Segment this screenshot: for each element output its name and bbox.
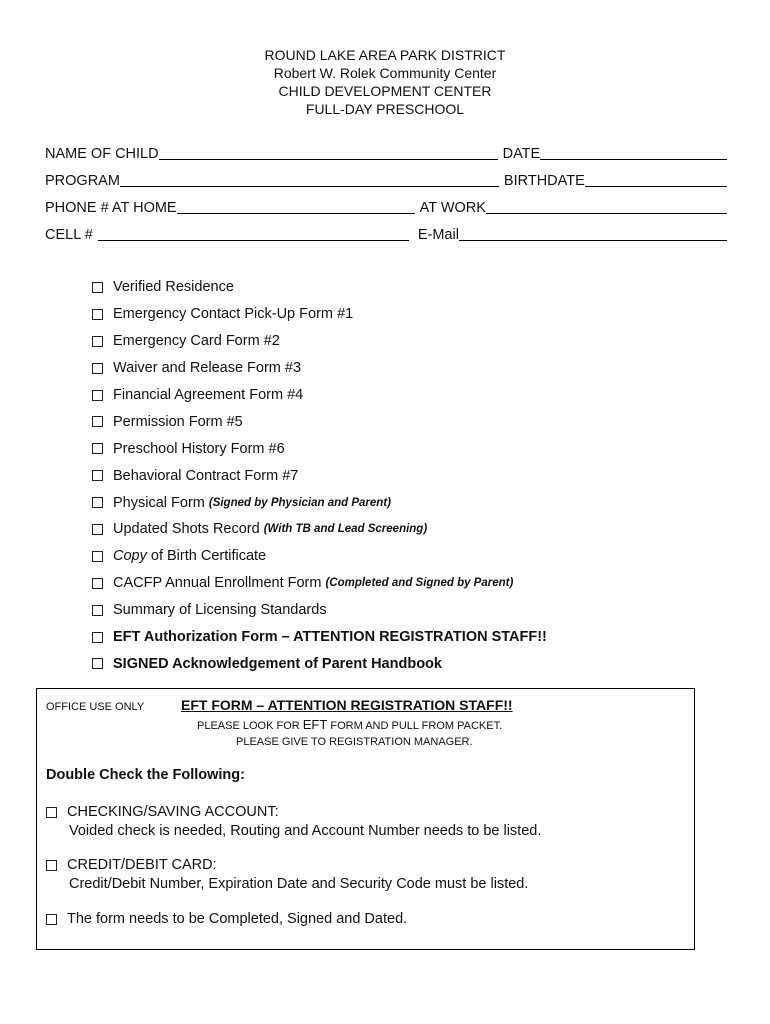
checklist-item [92, 624, 547, 651]
checkbox[interactable] [92, 524, 103, 535]
field-row-cell-email [45, 223, 727, 243]
checklist-item-note: (Completed and Signed by Parent) [325, 577, 514, 590]
please-look-note [197, 717, 502, 732]
district-name: ROUND LAKE AREA PARK DISTRICT [264, 47, 506, 63]
checkbox[interactable] [92, 497, 103, 508]
checkbox[interactable] [92, 336, 103, 347]
form-needs-option [46, 910, 407, 929]
birthdate-label: BIRTHDATE [503, 173, 585, 189]
checkbox[interactable] [46, 914, 57, 925]
form-needs-text: The form needs to be Completed, Signed and Dated. [67, 911, 408, 927]
phone-home-field[interactable] [177, 199, 415, 214]
program-title: FULL-DAY PRESCHOOL [305, 101, 465, 117]
name-of-child-label: NAME OF CHILD [45, 146, 159, 162]
checklist-item-label: Permission Form #5 [113, 413, 243, 430]
checkbox[interactable] [92, 363, 103, 374]
checklist-item [92, 355, 547, 382]
checklist-item-label: Physical Form [113, 494, 205, 511]
checklist-item-label: Financial Agreement Form #4 [113, 387, 304, 403]
checklist-item [92, 650, 547, 677]
document-checklist [92, 274, 547, 677]
eft-text: EFT [302, 717, 328, 732]
checklist-item-note: (Signed by Physician and Parent) [208, 496, 391, 509]
double-check-heading: Double Check the Following: [46, 767, 245, 783]
credit-option [46, 856, 528, 894]
checkbox[interactable] [92, 309, 103, 320]
checklist-item-label: Verified Residence [113, 279, 234, 296]
checkbox[interactable] [92, 658, 103, 669]
checkbox[interactable] [92, 282, 103, 293]
checklist-item-label: Preschool History Form #6 [113, 440, 285, 457]
field-row-phone [45, 196, 727, 216]
checklist-item [92, 489, 547, 516]
checkbox[interactable] [92, 551, 103, 562]
checklist-item [92, 435, 547, 462]
at-work-label: AT WORK [419, 200, 486, 216]
please-look-text: PLEASE LOOK FOR [197, 720, 303, 732]
checklist-item [92, 328, 547, 355]
eft-form-title: EFT FORM – ATTENTION REGISTRATION STAFF!! [181, 697, 513, 713]
checking-title: CHECKING/SAVING ACCOUNT: [67, 804, 279, 820]
phone-home-label: PHONE # AT HOME [45, 200, 177, 216]
office-use-box [36, 688, 695, 950]
checklist-item-label: Summary of Licensing Standards [113, 602, 327, 619]
checkbox[interactable] [92, 470, 103, 481]
checkbox[interactable] [92, 443, 103, 454]
cell-label: CELL # [45, 227, 93, 243]
checkbox[interactable] [46, 860, 57, 871]
checklist-item-note: (With TB and Lead Screening) [263, 523, 428, 536]
checklist-item-label: EFT Authorization Form – ATTENTION REGISTRATION STAFF!! [113, 629, 547, 646]
date-label: DATE [502, 146, 541, 162]
checklist-item [92, 516, 547, 543]
program-field[interactable] [120, 172, 499, 187]
checklist-item-label-italic: Copy [113, 548, 147, 565]
checklist-item-label: CACFP Annual Enrollment Form [113, 575, 322, 592]
checkbox[interactable] [92, 605, 103, 616]
checklist-item-label: Waiver and Release Form #3 [113, 360, 302, 377]
credit-title: CREDIT/DEBIT CARD: [67, 857, 217, 873]
department-name: CHILD DEVELOPMENT CENTER [278, 83, 492, 99]
checkbox[interactable] [46, 807, 57, 818]
birthdate-field[interactable] [585, 172, 727, 187]
checkbox[interactable] [92, 416, 103, 427]
checklist-item [92, 570, 547, 597]
name-of-child-field[interactable] [159, 145, 498, 160]
checklist-item [92, 408, 547, 435]
office-use-label: OFFICE USE ONLY [46, 701, 145, 713]
checklist-item-label: of Birth Certificate [146, 548, 267, 565]
program-label: PROGRAM [45, 173, 120, 189]
checklist-item [92, 543, 547, 570]
checking-desc: Voided check is needed, Routing and Account Number needs to be listed. [69, 823, 542, 839]
checklist-item-label: Updated Shots Record [113, 521, 260, 538]
checkbox[interactable] [92, 390, 103, 401]
checklist-item-label: Emergency Contact Pick-Up Form #1 [113, 306, 354, 323]
field-row-program-birthdate [45, 169, 727, 189]
checklist-item-label: SIGNED Acknowledgement of Parent Handbook [113, 655, 442, 672]
please-give-note: PLEASE GIVE TO REGISTRATION MANAGER. [236, 736, 473, 748]
pull-packet-text: FORM AND PULL FROM PACKET. [327, 720, 503, 732]
checklist-item [92, 597, 547, 624]
center-name: Robert W. Rolek Community Center [273, 65, 497, 81]
checklist-item [92, 462, 547, 489]
checklist-item-label: Behavioral Contract Form #7 [113, 467, 299, 484]
checkbox[interactable] [92, 578, 103, 589]
checking-option [46, 803, 541, 841]
form-header [0, 46, 770, 118]
checklist-item [92, 274, 547, 301]
checkbox[interactable] [92, 632, 103, 643]
date-field[interactable] [540, 145, 727, 160]
checklist-item [92, 301, 547, 328]
credit-desc: Credit/Debit Number, Expiration Date and Security Code must be listed. [69, 876, 529, 892]
email-field[interactable] [459, 226, 727, 241]
checklist-item-label: Emergency Card Form #2 [113, 333, 280, 350]
field-row-name-date [45, 142, 727, 162]
checklist-item [92, 382, 547, 409]
cell-field[interactable] [98, 226, 409, 241]
email-label: E-Mail [417, 227, 459, 243]
at-work-field[interactable] [486, 199, 727, 214]
